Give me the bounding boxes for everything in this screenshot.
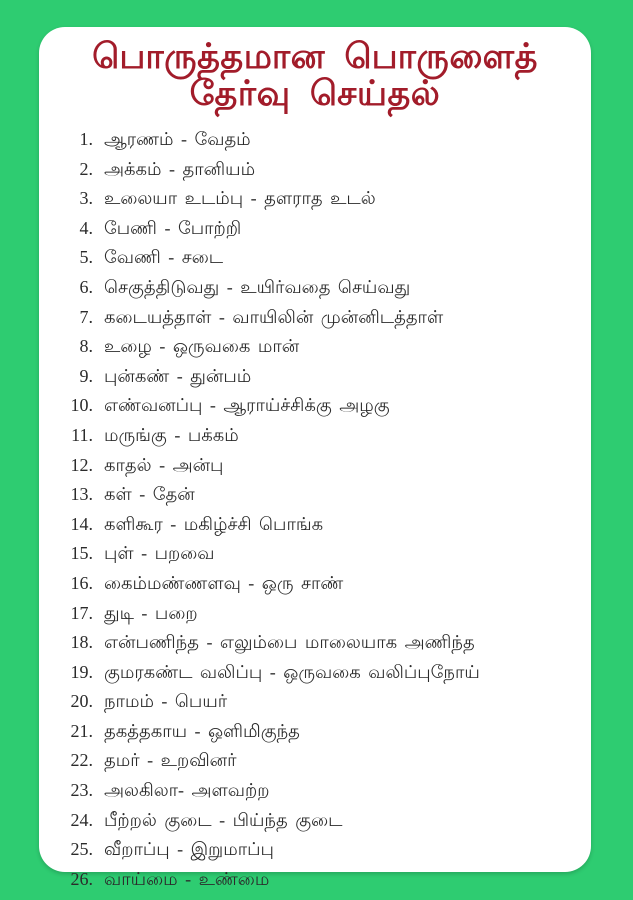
item-number: 6. <box>79 276 93 297</box>
item-number: 26. <box>70 868 93 889</box>
item-number: 3. <box>79 188 93 209</box>
list-item <box>39 421 591 451</box>
list-item <box>39 155 591 185</box>
item-number: 15. <box>70 543 93 564</box>
item-text: புன்கண் - துன்பம் <box>104 365 252 386</box>
item-text: கைம்மண்ணளவு - ஒரு சாண் <box>104 572 344 593</box>
list-item <box>39 599 591 629</box>
item-number: 17. <box>70 602 93 623</box>
item-number: 21. <box>70 720 93 741</box>
item-number: 13. <box>70 484 93 505</box>
page-title-line1: பொருத்தமான பொருளைத் <box>92 37 538 76</box>
item-text: தமர் - உறவினர் <box>104 750 237 771</box>
item-number: 12. <box>70 454 93 475</box>
item-text: நாமம் - பெயர் <box>104 691 228 712</box>
item-text: என்பணிந்த - எலும்பை மாலையாக அணிந்த <box>104 632 475 653</box>
list-item <box>39 214 591 244</box>
list-item <box>39 303 591 333</box>
item-text: உழை - ஒருவகை மான் <box>104 336 300 357</box>
item-text: வீறாப்பு - இறுமாப்பு <box>104 839 274 860</box>
list-item <box>39 687 591 717</box>
list-item <box>39 746 591 776</box>
item-number: 7. <box>79 306 93 327</box>
item-number: 8. <box>79 336 93 357</box>
item-number: 11. <box>71 424 93 445</box>
list-item <box>39 480 591 510</box>
item-number: 5. <box>79 247 93 268</box>
list-item <box>39 658 591 688</box>
page-title-line2: தேர்வு செய்தல் <box>189 74 441 113</box>
item-number: 4. <box>79 217 93 238</box>
item-number: 24. <box>70 809 93 830</box>
item-number: 2. <box>79 158 93 179</box>
list-item <box>39 776 591 806</box>
item-text: களிகூர - மகிழ்ச்சி பொங்க <box>104 513 324 534</box>
item-text: கள் - தேன் <box>104 484 195 505</box>
list-item <box>39 451 591 481</box>
worksheet-card <box>39 27 591 889</box>
list-item <box>39 362 591 392</box>
item-number: 9. <box>79 365 93 386</box>
item-number: 16. <box>70 572 93 593</box>
item-number: 22. <box>70 750 93 771</box>
item-text: வேணி - சடை <box>104 247 224 268</box>
list-item <box>39 391 591 421</box>
item-text: குமரகண்ட வலிப்பு - ஒருவகை வலிப்புநோய் <box>104 661 480 682</box>
item-text: துடி - பறை <box>104 602 198 623</box>
item-text: அலகிலா- அளவற்ற <box>104 780 270 801</box>
list-item <box>39 835 591 865</box>
item-text: பேணி - போற்றி <box>104 217 242 238</box>
item-text: உலையா உடம்பு - தளராத உடல் <box>104 188 376 209</box>
item-text: புள் - பறவை <box>104 543 215 564</box>
list-item <box>39 273 591 303</box>
item-text: அக்கம் - தானியம் <box>104 158 256 179</box>
list-item <box>39 332 591 362</box>
item-number: 25. <box>70 839 93 860</box>
item-text: தகத்தகாய - ஒளிமிகுந்த <box>104 720 300 741</box>
list-item <box>39 539 591 569</box>
list-item <box>39 806 591 836</box>
list-item <box>39 628 591 658</box>
list-item <box>39 243 591 273</box>
item-text: ஆரணம் - வேதம் <box>104 129 251 149</box>
page-title <box>47 38 583 112</box>
item-number: 1. <box>79 129 93 149</box>
item-number: 18. <box>70 632 93 653</box>
list-item <box>39 569 591 599</box>
item-text: எண்வனப்பு - ஆராய்ச்சிக்கு அழகு <box>104 395 390 416</box>
item-text: மருங்கு - பக்கம் <box>104 424 239 445</box>
list-item <box>39 865 591 895</box>
item-number: 19. <box>70 661 93 682</box>
item-number: 23. <box>70 780 93 801</box>
list-item <box>39 717 591 747</box>
item-text: காதல் - அன்பு <box>104 454 224 475</box>
list-item <box>39 184 591 214</box>
item-number: 20. <box>70 691 93 712</box>
list-item <box>39 510 591 540</box>
item-text: செகுத்திடுவது - உயிர்வதை செய்வது <box>104 276 411 297</box>
list-item <box>39 125 591 155</box>
item-text: கடையத்தாள் - வாயிலின் முன்னிடத்தாள் <box>104 306 444 327</box>
item-text: வாய்மை - உண்மை <box>104 868 270 889</box>
word-pair-list <box>39 125 591 894</box>
item-number: 14. <box>70 513 93 534</box>
item-text: பீற்றல் குடை - பிய்ந்த குடை <box>104 809 343 830</box>
item-number: 10. <box>70 395 93 416</box>
